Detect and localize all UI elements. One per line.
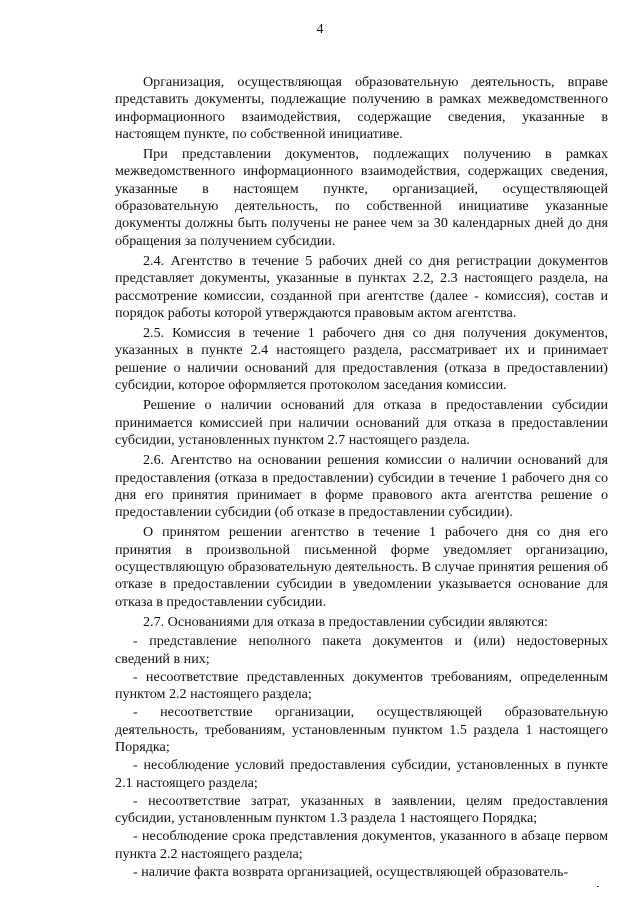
- paragraph-refusal-decision: Решение о наличии оснований для отказа в предоставлении субсидии принимается комиссией при наличии оснований для отказа в предоставлении субсидии, установленных пунктом 2.7 настоящего раздела.: [115, 397, 608, 448]
- page-number: 4: [316, 22, 324, 37]
- document-body: [115, 74, 608, 882]
- paragraph-documents-validity: При представлении документов, подлежащих получению в рамках межведомственного информационного взаимодействия, содержащих сведения, указанные в настоящем пункте, организацией, осуществляющей образовательную деятельность, по собственной инициативе указанные документы должны быть получены не ранее чем за 30 календарных дней до дня обращения за получением субсидии.: [115, 146, 608, 249]
- list-item: - несоблюдение условий предоставления субсидии, установленных в пункте 2.1 настоящего раздела;: [115, 757, 608, 791]
- list-item: - наличие факта возврата организацией, осуществляющей образователь-: [133, 864, 569, 881]
- paragraph-2-4: 2.4. Агентство в течение 5 рабочих дней со дня регистрации документов представляет документы, указанные в пунктах 2.2, 2.3 настоящего раздела, на рассмотрение комиссии, созданной при агентстве (далее - комиссия), состав и порядок работы которой утверждаются правовым актом агентства.: [115, 252, 608, 321]
- list-item: - представление неполного пакета документов и (или) недостоверных сведений в них;: [115, 633, 608, 667]
- paragraph-2-5: 2.5. Комиссия в течение 1 рабочего дня со дня получения документов, указанных в пункте 2.4 настоящего раздела, рассматривает их и принимает решение о наличии оснований для предоставления (отказа в предоставлении) субсидии, которое оформляется протоколом заседания комиссии.: [115, 325, 608, 394]
- list-item: - несоблюдение срока представления документов, указанного в абзаце первом пункта 2.2 настоящего раздела;: [115, 828, 608, 862]
- list-item: - несоответствие организации, осуществляющей образовательную деятельность, требованиям, установленным пунктом 1.5 раздела 1 настоящего Порядка;: [115, 704, 608, 755]
- paragraph-2-6: 2.6. Агентство на основании решения комиссии о наличии оснований для предоставления (отказа в предоставлении) субсидии в течение 1 рабочего дня со дня его принятия принимает в форме правового акта агентства решение о предоставлении субсидии (об отказе в предоставлении субсидии).: [115, 452, 608, 521]
- scan-speck: [597, 886, 599, 887]
- paragraph-2-7: 2.7. Основаниями для отказа в предоставлении субсидии являются:: [143, 613, 549, 630]
- list-item: - несоответствие представленных документов требованиям, определенным пунктом 2.2 настоящего раздела;: [115, 668, 608, 703]
- paragraph-own-initiative: Организация, осуществляющая образовательную деятельность, вправе представить документы, подлежащие получению в рамках межведомственного информационного взаимодействия, содержащие сведения, указанные в настоящем пункте, по собственной инициативе.: [115, 74, 608, 142]
- list-item: - несоответствие затрат, указанных в заявлении, целям предоставления субсидии, установленным пунктом 1.3 раздела 1 настоящего Порядка;: [115, 792, 608, 827]
- paragraph-notification: О принятом решении агентство в течение 1 рабочего дня со дня его принятия в произвольной письменной форме уведомляет организацию, осуществляющую образовательную деятельность. В случае принятия решения об отказе в предоставлении субсидии в уведомлении указывается основание для отказа в предоставлении субсидии.: [115, 524, 608, 610]
